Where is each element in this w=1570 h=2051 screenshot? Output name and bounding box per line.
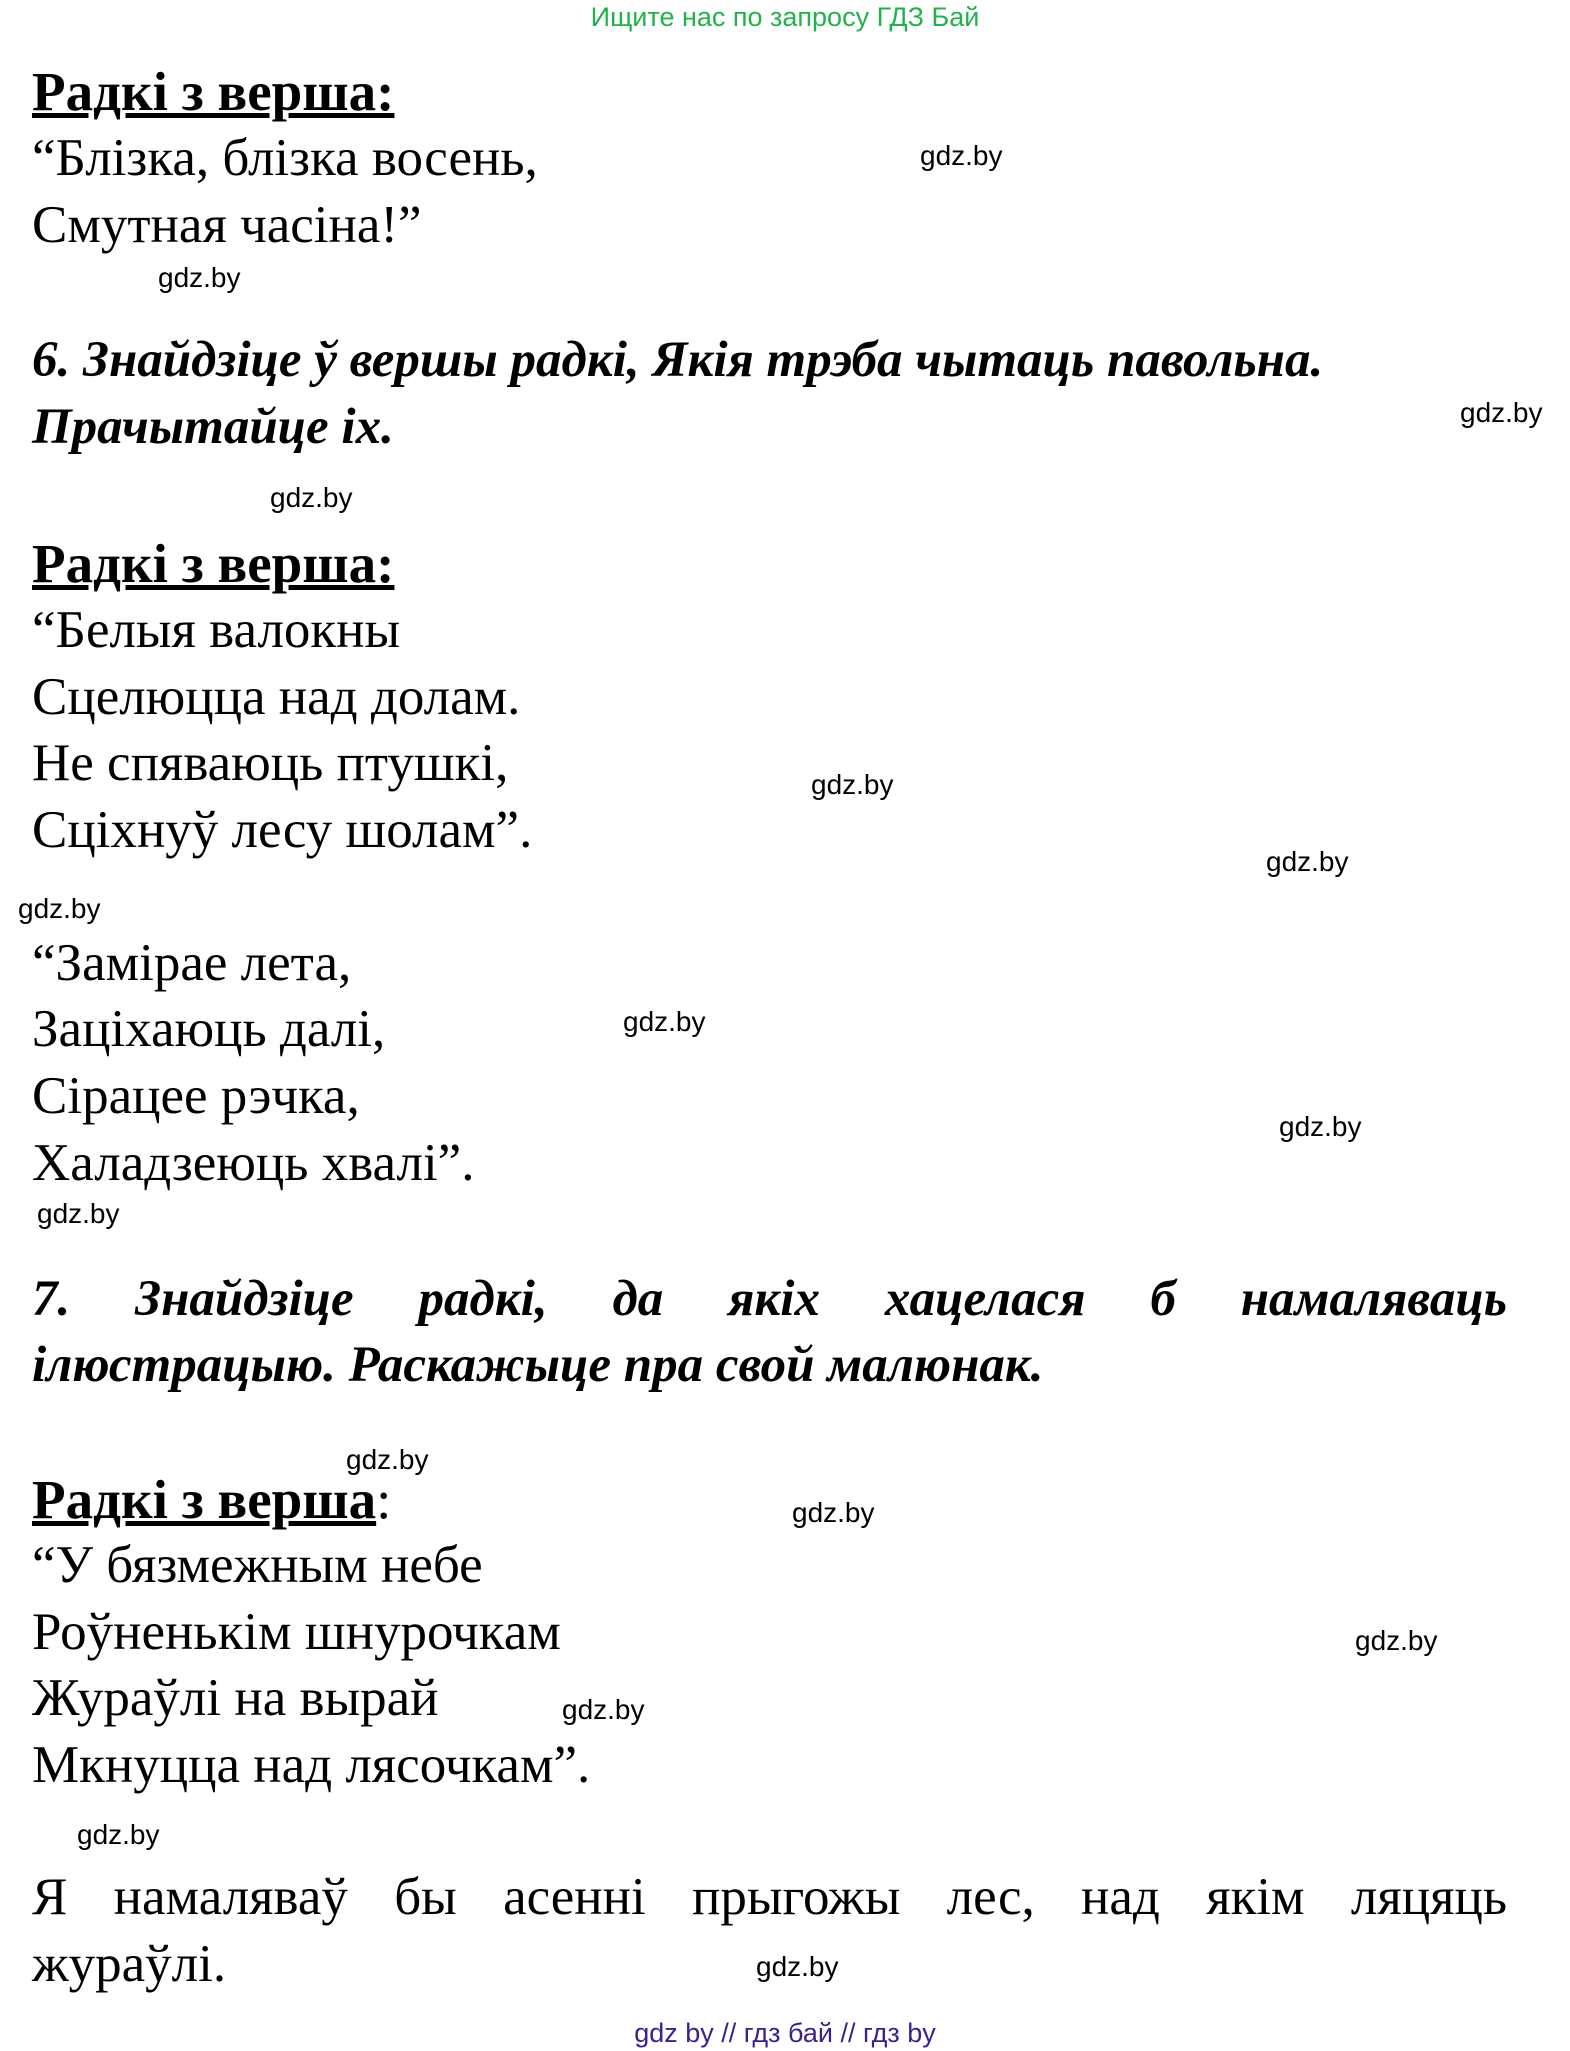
watermark: gdz.by [1460,397,1543,428]
watermark: gdz.by [270,482,353,513]
bottom-banner[interactable]: gdz by // гдз бай // гдз by [634,2018,936,2048]
watermark: gdz.by [811,769,894,800]
answer-text: жураўлі. [32,1935,227,1993]
top-banner[interactable]: Ищите нас по запросу ГДЗ Бай [590,2,980,32]
watermark: gdz.by [37,1198,120,1229]
watermark: gdz.by [623,1006,706,1037]
task-7-text: ілюстрацыю. Раскажыце пра свой малюнак. [32,1337,1044,1393]
watermark: gdz.by [1355,1625,1438,1656]
task-7-text: 7. Знайдзіце радкі, да якіх хацелася б намаляваць [32,1271,1507,1327]
poem-line: “Блізка, блізка восень, [32,129,538,187]
poem-line: Сцелюцца над долам. [32,668,521,726]
poem-line: Мкнуцца над лясочкам”. [32,1736,591,1794]
poem-line: Смутная часіна!” [32,196,422,254]
watermark: gdz.by [792,1497,875,1528]
watermark: gdz.by [562,1694,645,1725]
section-heading: Радкі з верша [32,1469,377,1530]
watermark: gdz.by [1279,1111,1362,1142]
poem-line: Роўненькім шнурочкам [32,1603,561,1661]
answer-text: Я намаляваў бы асенні прыгожы лес, над якім ляцяць [32,1868,1507,1926]
poem-line: Жураўлі на вырай [32,1669,439,1727]
section-heading: Радкі з верша: [32,533,395,594]
poem-line: Сірацее рэчка, [32,1067,360,1125]
task-6-text: Прачытайце іх. [32,399,394,455]
watermark: gdz.by [920,140,1003,171]
poem-line: “У бязмежным небе [32,1536,483,1594]
poem-line: “Замірае лета, [32,934,352,992]
watermark: gdz.by [1266,846,1349,877]
section-heading-wrap [32,1468,391,1531]
heading-colon: : [376,1469,392,1530]
watermark: gdz.by [158,262,241,293]
watermark: gdz.by [18,893,101,924]
poem-line: Заціхаюць далі, [32,1000,386,1058]
watermark: gdz.by [756,1951,839,1982]
task-6-text: 6. Знайдзіце ў вершы радкі, Якія трэба чытаць павольна. [32,332,1324,388]
watermark: gdz.by [346,1444,429,1475]
poem-line: Сціхнуў лесу шолам”. [32,801,533,859]
poem-line: Халадзеюць хвалі”. [32,1134,475,1192]
poem-line: “Белыя валокны [32,601,401,659]
watermark: gdz.by [77,1819,160,1850]
poem-line: Не спяваюць птушкі, [32,734,509,792]
section-heading: Радкі з верша: [32,61,395,122]
